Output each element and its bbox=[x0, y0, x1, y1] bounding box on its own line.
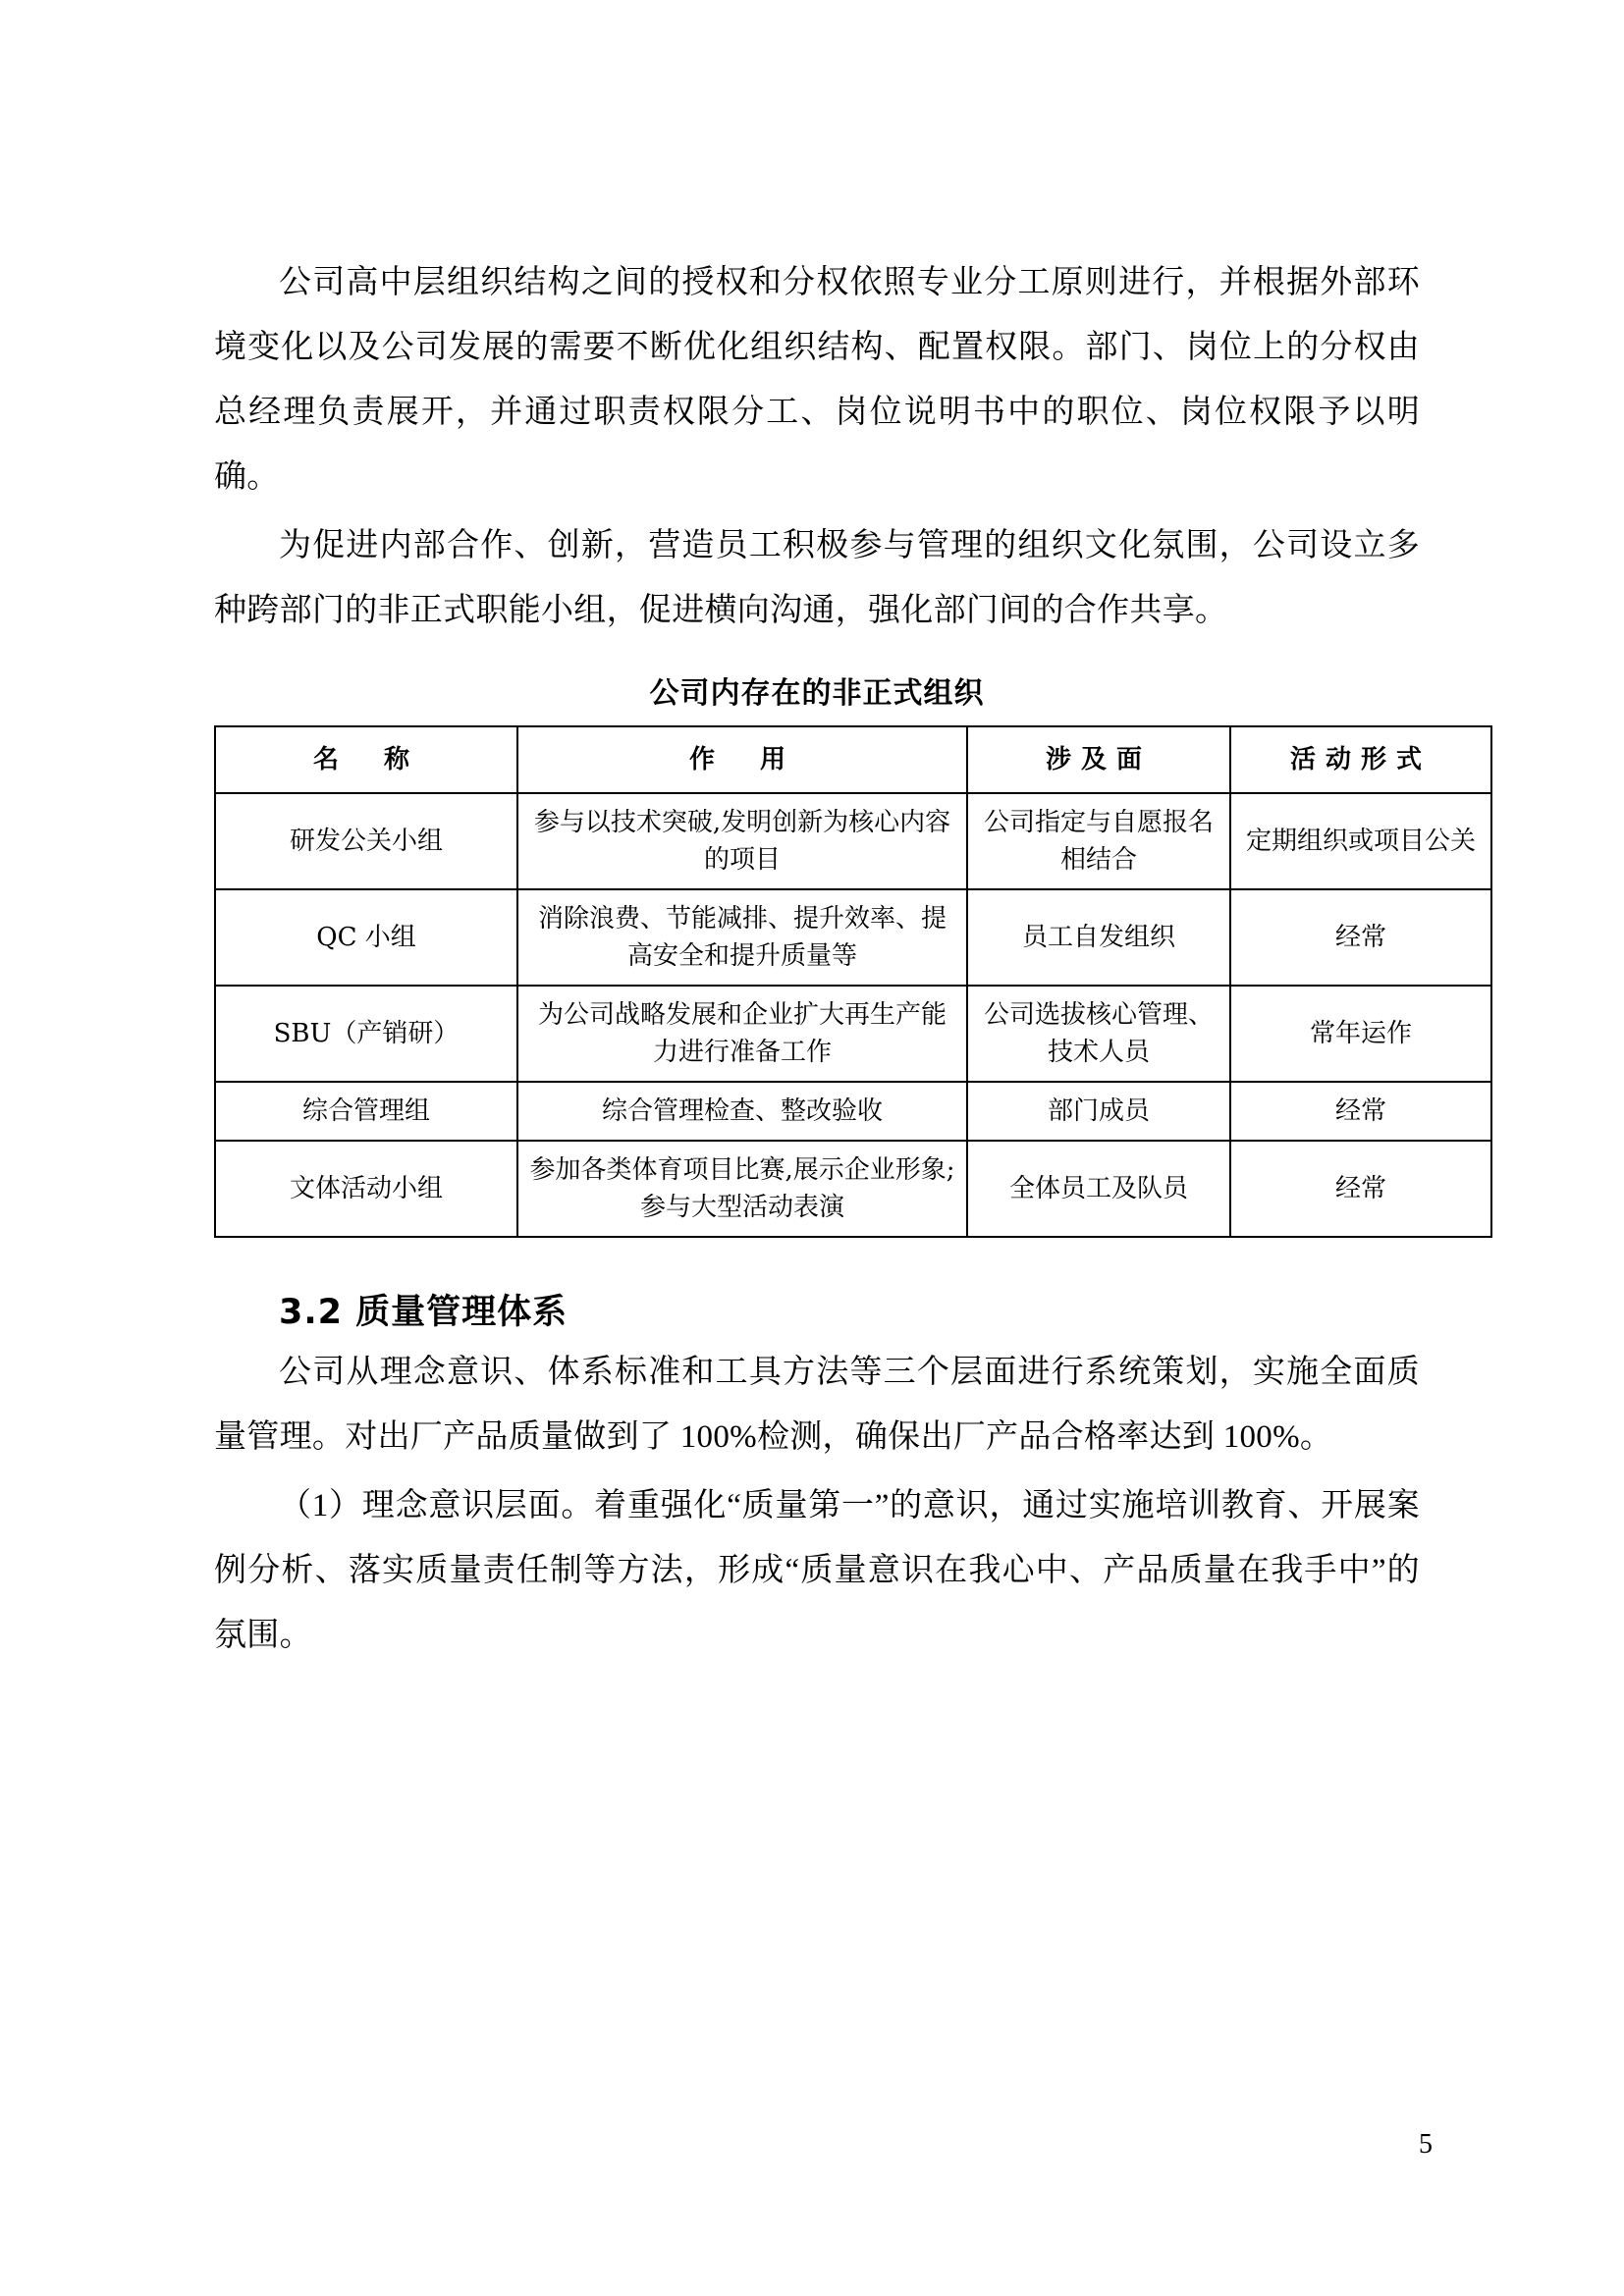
table-row bbox=[215, 1082, 1491, 1141]
table-header-row bbox=[215, 726, 1491, 793]
cell-use: 为公司战略发展和企业扩大再生产能力进行准备工作 bbox=[517, 986, 967, 1082]
cell-scope: 公司选拔核心管理、技术人员 bbox=[967, 986, 1230, 1082]
cell-form: 经常 bbox=[1230, 889, 1491, 986]
cell-use: 参与以技术突破,发明创新为核心内容的项目 bbox=[517, 793, 967, 889]
paragraph-org-authority: 公司高中层组织结构之间的授权和分权依照专业分工原则进行，并根据外部环境变化以及公司发展的需要不断优化组织结构、配置权限。部门、岗位上的分权由总经理负责展开，并通过职责权限分工、岗位说明书中的职位、岗位权限予以明确。 bbox=[214, 265, 1420, 495]
header-name: 名 称 bbox=[215, 726, 517, 793]
cell-form: 经常 bbox=[1230, 1082, 1491, 1141]
cell-use: 消除浪费、节能减排、提升效率、提高安全和提升质量等 bbox=[517, 889, 967, 986]
cell-use: 参加各类体育项目比赛,展示企业形象;参与大型活动表演 bbox=[517, 1141, 967, 1237]
header-use: 作 用 bbox=[517, 726, 967, 793]
table-row bbox=[215, 793, 1491, 889]
table-caption: 公司内存在的非正式组织 bbox=[649, 676, 985, 711]
informal-organization-table bbox=[214, 725, 1492, 1238]
cell-scope: 员工自发组织 bbox=[967, 889, 1230, 986]
cell-name: 研发公关小组 bbox=[215, 793, 517, 889]
header-scope: 涉及面 bbox=[967, 726, 1230, 793]
cell-name: SBU（产销研） bbox=[215, 986, 517, 1082]
cell-form: 定期组织或项目公关 bbox=[1230, 793, 1491, 889]
cell-scope: 部门成员 bbox=[967, 1082, 1230, 1141]
cell-form: 经常 bbox=[1230, 1141, 1491, 1237]
page-number: 5 bbox=[1419, 2129, 1433, 2160]
table-row bbox=[215, 1141, 1491, 1237]
cell-use: 综合管理检查、整改验收 bbox=[517, 1082, 967, 1141]
paragraph-quality-planning: 公司从理念意识、体系标准和工具方法等三个层面进行系统策划，实施全面质量管理。对出厂产品质量做到了 100%检测，确保出厂产品合格率达到 100%。 bbox=[214, 1355, 1420, 1455]
cell-form: 常年运作 bbox=[1230, 986, 1491, 1082]
section-heading-quality-management: 3.2 质量管理体系 bbox=[279, 1293, 568, 1332]
cell-name: 文体活动小组 bbox=[215, 1141, 517, 1237]
page-content bbox=[214, 250, 1476, 1668]
cell-name: QC 小组 bbox=[215, 889, 517, 986]
table-row bbox=[215, 986, 1491, 1082]
paragraph-quality-awareness: （1）理念意识层面。着重强化“质量第一”的意识，通过实施培训教育、开展案例分析、落实质量责任制等方法，形成“质量意识在我心中、产品质量在我手中”的氛围。 bbox=[214, 1488, 1420, 1653]
paragraph-informal-groups: 为促进内部合作、创新，营造员工积极参与管理的组织文化氛围，公司设立多种跨部门的非正式职能小组，促进横向沟通，强化部门间的合作共享。 bbox=[214, 528, 1420, 628]
header-form: 活动形式 bbox=[1230, 726, 1491, 793]
cell-name: 综合管理组 bbox=[215, 1082, 517, 1141]
cell-scope: 公司指定与自愿报名相结合 bbox=[967, 793, 1230, 889]
cell-scope: 全体员工及队员 bbox=[967, 1141, 1230, 1237]
table-row bbox=[215, 889, 1491, 986]
